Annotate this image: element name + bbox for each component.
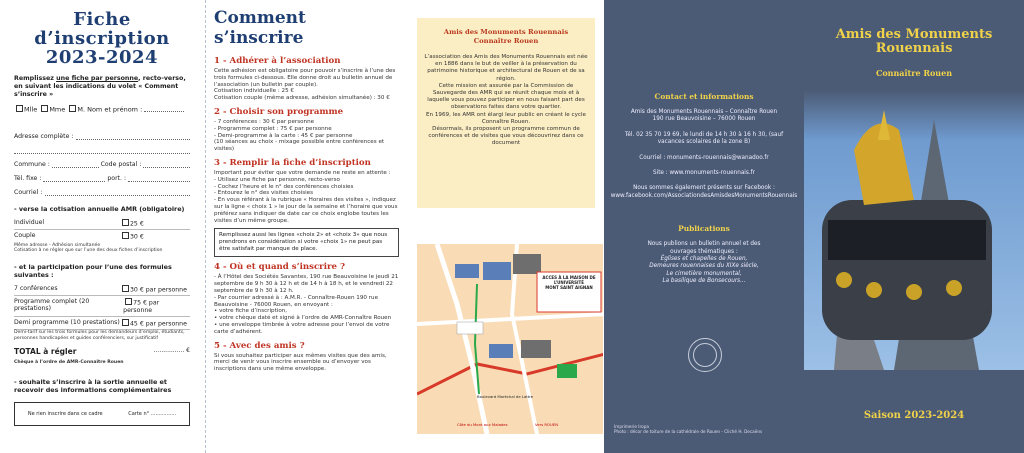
form-intro: Remplissez une fiche par personne, recto-verso, en suivant les indications du volet « Comment s’inscrire » [14,75,186,98]
facebook-link[interactable]: www.facebook.com/AssociationdesAmisdesMonumentsRouennais [610,192,798,199]
publications-heading: Publications [678,224,730,234]
formules-title: - et la participation pour l’une des formules suivantes : [14,262,172,279]
name-field[interactable] [144,111,184,112]
fee-row: Individuel 25 € [14,217,190,231]
access-map [417,244,603,434]
step-2-title: 2 - Choisir son programme [214,106,344,117]
civility-checkbox[interactable] [16,105,23,112]
about-title: Amis des Monuments Rouennais Connaître Rouen [443,28,569,45]
facebook-text: Nous sommes également présents sur Facebook : [633,185,775,192]
email-field[interactable]: Courriel : [14,182,190,196]
step-3-title: 3 - Remplir la fiche d’inscription [214,157,371,168]
step-4-title: 4 - Où et quand s’inscrire ? [214,262,345,273]
fee-row: Couple 30 € [14,232,144,241]
howto-title: Comment s’inscrire [214,8,306,48]
fee-checkbox[interactable] [122,219,129,226]
step-1-title: 1 - Adhérer à l’association [214,56,341,66]
step-2-text: - 7 conférences : 30 € par personne - Programme complet : 75 € par personne - Demi-programme à la carte : 45 € par personne (10 séances au choix - mixage possible entre conférences et visites) [214,118,385,153]
phone-field[interactable] [43,175,105,182]
phone-row: Tél. fixe : port. : [14,168,190,182]
commune-row: Commune : Code postal : [14,154,190,168]
sortie-title: - souhaite s’inscrire à la sortie annuelle et recevoir des informations complémentaires [14,377,172,394]
about-panel [407,0,603,453]
fee-row: 7 conférences 30 € par personne [14,283,190,297]
contact-website[interactable]: Site : www.monuments-rouennais.fr [653,170,755,177]
cover-title: Amis des Monuments Rouennais [835,27,993,56]
civility-checkbox[interactable] [69,105,76,112]
contact-heading: Contact et informations [654,92,754,101]
form-title: Fiche d’inscription 2023-2024 [34,9,170,68]
contact-phone: Tél. 02 35 70 19 69, le lundi de 14 h 30 à 16 h 30, (sauf vacances scolaires de la zone B) [624,131,784,146]
map-access-label: ACCES À LA MAISON DE L’UNIVERSITÉ MONT SAINT AIGNAN [542,275,596,290]
contact-address: 190 rue Beauvoisine – 76000 Rouen [652,116,756,123]
about-box [417,18,595,208]
map-drawing [417,244,603,434]
fee-checkbox[interactable] [125,298,132,305]
publications-text: Nous publions un bulletin annuel et des ouvrages thématiques : [647,241,761,255]
fee-row: Programme complet (20 prestations) 75 € par personne [14,296,190,317]
step-3-text: Important pour éviter que votre demande ne reste en attente : - Utilisez une fiche par personne, recto-verso - Cochez l’heure et le n° des conférences choisies - Entourez le n° des visites choisies - En vous référant à la rubrique « Horaires des visites », indiquez sur la ligne « choix 1 » le jour de la semaine et l’horaire que vous préférez sans indiquer de date car ce choix englobe toutes les visites d’un même groupe. [214,169,398,224]
civility-checkbox[interactable] [41,105,48,112]
civility-row: Mlle Mme M. Nom et prénom : [14,105,190,114]
contact-org: Amis des Monuments Rouennais – Connaître Rouen [630,109,778,115]
publication-item: Églises et chapelles de Rouen, [660,256,748,263]
publication-item: Le cimetière monumental, [666,270,742,277]
cover-subtitle: Connaître Rouen [875,68,953,78]
season-label: Saison 2023-2024 [863,410,965,421]
photo-credit: Imprimerie Iropa Photo : décor de toiture de la cathédrale de Rouen - Cliché H. Decaëns [614,423,763,435]
map-road-label: Vers ROUEN [535,422,559,427]
fee-row: Demi programme (10 prestations) 45 € par personne [14,317,190,331]
cotisation-note: Même adresse - Adhésion simultanée Cotisation à ne régler que sur l’une des deux fiches d’inscription [14,242,163,254]
step-4-text: - À l’Hôtel des Sociétés Savantes, 190 rue Beauvoisine le jeudi 21 septembre de 9 h 30 à 12 h et de 14 h à 18 h, et le vendredi 22 septembre de 9 h 30 à 12 h. - Par courrier adressé à : A.M.R. - Connaître-Rouen 190 rue Beauvoisine - 76000 Rouen, en envoyant : • votre fiche d’inscription, • votre chèque daté et signé à l’ordre de AMR-Connaître Rouen • une enveloppe timbrée à votre adresse pour l’envoi de votre carte d’adhérent. [214,274,399,335]
mobile-field[interactable] [128,175,190,182]
postal-code-field[interactable] [143,161,190,168]
cover-panel [604,0,1024,453]
office-use-frame: Ne rien inscrire dans ce cadre Carte n° ................ [14,402,190,426]
total-field[interactable]: ................ € [153,347,190,355]
total-row: TOTAL à régler Chèque à l’ordre de AMR-Connaître Rouen ................ € [14,347,190,366]
fee-checkbox[interactable] [122,285,129,292]
publication-item: Demeures rouennaises du XIXe siècle, [649,263,759,270]
about-text: L’association des Amis des Monuments Rouennais est née en 1886 dans le but de veiller à la préservation du patrimoine historique et architectural de Rouen et de sa région. Cette mission est assurée par la Commission de Sauvegarde des AMR qui se réunit chaque mois et à laquelle vous pouvez participer en nous faisant part des observations faites dans votre quartier. En 1969, les AMR ont élargi leur public en créant le cycle Connaître Rouen. Désormais, ils proposent un programme commun de conférences et de visites que vous découvrirez dans ce document [424,54,588,147]
contact-email[interactable]: Courriel : monuments-rouennais@wanadoo.fr [639,154,769,161]
step-5-title: 5 - Avec des amis ? [214,340,305,351]
step-5-text: Si vous souhaitez participer aux mêmes visites que des amis, merci de venir vous inscrire ensemble ou d’envoyer vos inscriptions dans une même enveloppe. [214,352,387,373]
map-road-label: Côte du Mont aux Malades [457,422,508,427]
registration-form-panel [0,0,200,453]
formules-note: Demi-tarif sur les trois formules pour les demandeurs d’emploi, étudiants, personnes handicapées et guides conférenciers, sur justificatif [14,330,185,341]
choice-notice-box: Remplissez aussi les lignes «choix 2» et «choix 3» que nous prendrons en considération si votre «choix 1» ne peut pas être satisfait par manque de place. [214,228,399,257]
fee-checkbox[interactable] [122,319,129,326]
address-field-2[interactable] [14,140,190,154]
address-field[interactable]: Adresse complète : [14,126,190,140]
publication-item: La basilique de Bonsecours... [662,278,746,285]
how-to-register-panel [205,0,405,453]
association-seal-logo [688,338,722,372]
commune-field[interactable] [52,161,99,168]
fee-checkbox[interactable] [122,232,129,239]
cotisation-title: - verse la cotisation annuelle AMR (obligatoire) [14,204,185,213]
cover-column [804,0,1024,453]
contact-column [604,0,804,453]
step-1-text: Cette adhésion est obligatoire pour pouvoir s’inscrire à l’une des trois formules ci-dessous. Elle donne droit au bulletin annuel de l’association (un bulletin par couple). Cotisation individuelle : 25 € Cotisation couple (même adresse, adhésion simultanée) : 30 € [214,68,396,102]
map-road-label: Boulevard Maréchal de Lattre [477,394,534,399]
